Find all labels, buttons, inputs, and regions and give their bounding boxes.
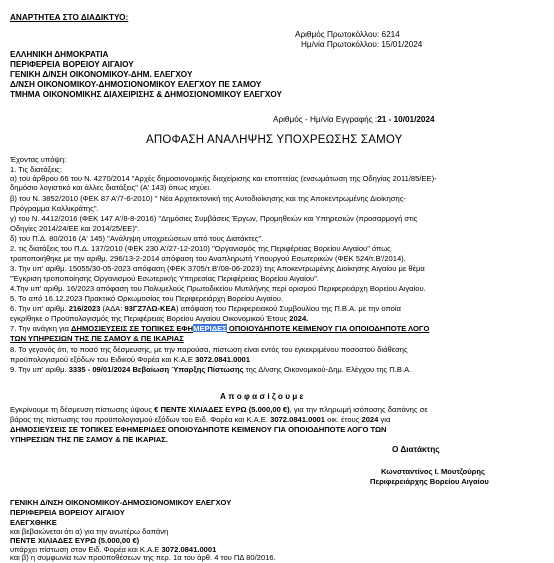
considering-line-8b: [10, 355, 250, 365]
kae-code: 3072.0841.0001: [195, 355, 250, 364]
text: υπάρχει πίστωση στον Ειδ. Φορέα και Κ.Α.Ε: [10, 545, 162, 554]
issuer-line: ΠΕΡΙΦΕΡΕΙΑ ΒΟΡΕΙΟΥ ΑΙΓΑΙΟΥ: [10, 60, 134, 69]
credit-certificate: 3335 - 09/01/2024 Βεβαίωση Ύπαρξης Πίστωσης: [68, 365, 244, 374]
considering-line: δημόσιο λογιστικό και άλλες διατάξεις" (Α' 143) όπως ισχύει.: [10, 183, 212, 192]
considering-line-8: 8. Το γεγονός ότι, το ποσό της δέσμευσης, με την παρούσα, πίστωση είναι εντός του εγκεκριμένου ποσοστού διάθεσης: [10, 345, 408, 354]
signatory-name: Κωνσταντίνος Ι. Μουτζούρης: [381, 467, 485, 476]
considering-line: 2. τις διατάξεις του Π.Δ. 137/2010 (ΦΕΚ 230 Α'/27-12-2010) "Οργανισμός της Περιφέρειας Βορείου Αιγαίου" όπως: [10, 244, 391, 253]
considering-line-6: [10, 304, 401, 314]
considering-line-7: [10, 324, 429, 334]
registry-value: 21 - 10/01/2024: [377, 115, 435, 124]
considering-intro: Έχοντας υπόψη:: [10, 155, 67, 164]
issuer-line: ΓΕΝΙΚΗ Δ/ΝΣΗ ΟΙΚΟΝΟΜΙΚΟΥ-ΔΗΜ. ΕΛΕΓΧΟΥ: [10, 70, 193, 79]
text: Εγκρίνουμε τη δέσμευση πίστωσης ύψους: [10, 405, 155, 414]
signatory-title: Περιφερειάρχης Βορείου Αιγαίου: [370, 477, 489, 486]
text: , για την πληρωμή ισόποσης δαπάνης σε: [289, 405, 428, 414]
kae-code: 3072.0841.0001: [161, 545, 217, 554]
considering-line: Πρόγραμμα Καλλικράτης".: [10, 204, 99, 213]
considering-line-6b: [10, 314, 308, 324]
verification-confirm: και βεβαιώνεται ότι α) για την ανωτέρω δαπάνη: [10, 527, 169, 536]
considering-line: γ) του Ν. 4412/2016 (ΦΕΚ 147 Α'/8-8-2016) "Δημόσιες Συμβάσεις Έργων, Προμηθειών και Υπηρεσιών (προσαρμογή στις: [10, 214, 418, 223]
budget-year: 2024.: [289, 314, 309, 323]
considering-line: β) του Ν. 3852/2010 (ΦΕΚ 87 Α'/7-6-2010) " Νέα Αρχιτεκτονική της Αυτοδιοίκησης και της Αποκεντρωμένης Διοίκησης-: [10, 194, 406, 203]
decision-subject: ΥΠΗΡΕΣΙΩΝ ΤΗΣ ΠΕ ΣΑΜΟΥ & ΠΕ ΙΚΑΡΙΑΣ.: [10, 435, 168, 444]
considering-line: 4.Την υπ' αριθμ. 16/2023 απόφαση του Πολυμελούς Πρωτοδικείου Μυτιλήνης περί ορισμού Περιφερειάρχη Βορείου Αιγαίου.: [10, 284, 426, 293]
decision-subject: ΔΗΜΟΣΙΕΥΣΕΙΣ ΣΕ ΤΟΠΙΚΕΣ ΕΦΗΜΕΡΙΔΕΣ ΟΠΟΙΟΥΔΗΠΟΤΕ ΚΕΙΜΕΝΟΥ ΓΙΑ ΟΠΟΙΟΔΗΠΟΤΕ ΛΟΓΟ ΤΩΝ: [10, 425, 387, 434]
amount: € ΠΕΝΤΕ ΧΙΛΙΑΔΕΣ ΕΥΡΩ (5.000,00 €): [154, 405, 290, 414]
considering-line-9: [10, 365, 411, 375]
decision-number: 216/2023: [68, 304, 101, 313]
document-title: ΑΠΟΦΑΣΗ ΑΝΑΛΗΨΗΣ ΥΠΟΧΡΕΩΣΗΣ ΣΑΜΟΥ: [146, 134, 403, 146]
considering-line: δ) του Π.Δ. 80/2016 (Α' 145) "Ανάληψη υποχρεώσεων από τους Διατάκτες".: [10, 234, 264, 243]
year: 2024: [361, 415, 379, 424]
ada-code: 93ΓΖ7ΛΩ-ΚΕΑ: [124, 304, 177, 313]
text: (ΑΔΑ:: [100, 304, 125, 313]
considering-line-7b: ΤΩΝ ΥΠΗΡΕΣΙΩΝ ΤΗΣ ΠΕ ΣΑΜΟΥ & ΠΕ ΙΚΑΡΙΑΣ: [10, 334, 184, 343]
text: οικ. έτους: [325, 415, 362, 424]
text: βάρος της πίστωσης του προϋπολογισμού εξόδων του Ειδ. Φορέα και Κ.Α.Ε.: [10, 415, 271, 424]
decision-line: [10, 405, 428, 415]
considering-line: 1. Τις διατάξεις:: [10, 165, 62, 174]
verification-line: ΠΕΡΙΦΕΡΕΙΑ ΒΟΡΕΙΟΥ ΑΙΓΑΙΟΥ: [10, 508, 125, 517]
kae-code: 3072.0841.0001: [270, 415, 325, 424]
considering-line: α) του άρθρου 66 του Ν. 4270/2014 "Αρχές δημοσιονομικής διαχείρισης και εποπτείας (ενσωμάτωση της Οδηγίας 2011/85/ΕΕ)-: [10, 174, 437, 183]
considering-line: "Έγκριση τροποποίησης Οργανισμού Εσωτερικής Υπηρεσίας Περιφέρειας Βορείου Αιγαίου".: [10, 274, 320, 283]
text: της Δ/νσης Οικονομικού-Δημ. Ελέγχου της Π.Β.Α.: [243, 365, 412, 374]
subject-bold: ΔΗΜΟΣΙΕΥΣΕΙΣ ΣΕ ΤΟΠΙΚΕΣ ΕΦΗ: [71, 324, 194, 333]
signatory-role: Ο Διατάκτης: [392, 445, 440, 454]
text: 9. Την υπ' αριθμ.: [10, 365, 69, 374]
considering-line: 5. Το από 16.12.2023 Πρακτικό Ορκωμοσίας του Περιφερειάρχη Βορείου Αιγαίου.: [10, 294, 284, 303]
protocol-date: Ημ/νία Πρωτοκόλλου: 15/01/2024: [301, 40, 423, 49]
text: 6. Την υπ' αριθμ.: [10, 304, 69, 313]
text: 7. Την ανάγκη για: [10, 324, 72, 333]
registry-line: [273, 115, 435, 125]
decision-line: [10, 415, 390, 425]
registry-label: Αριθμός - Ημ/νία Εγγραφής :: [273, 115, 378, 124]
text: για: [378, 415, 391, 424]
decision-heading: Α π ο φ α σ ί ζ ο υ μ ε: [220, 392, 304, 401]
posting-label: ΑΝΑΡΤΗΤΕΑ ΣΤΟ ΔΙΑΔΙΚΤΥΟ:: [10, 13, 129, 22]
issuer-line: ΕΛΛΗΝΙΚΗ ΔΗΜΟΚΡΑΤΙΑ: [10, 50, 109, 59]
text: εγκρίθηκε ο Προϋπολογισμός της Περιφέρειας Βορείου Αιγαίου Οικονομικού Έτους: [10, 314, 290, 323]
selected-text[interactable]: ΜΕΡΙΔΕΣ: [193, 324, 227, 333]
verification-line: ΓΕΝΙΚΗ Δ/ΝΣΗ ΟΙΚΟΝΟΜΙΚΟΥ-ΔΗΜΟΣΙΟΝΟΜΙΚΟΥ ΕΛΕΓΧΟΥ: [10, 498, 232, 507]
subject-bold: ΟΠΟΙΟΥΔΗΠΟΤΕ ΚΕΙΜΕΝΟΥ ΓΙΑ ΟΠΟΙΟΔΗΠΟΤΕ ΛΟΓΟ: [226, 324, 430, 333]
considering-line: 3. Την υπ' αριθμ. 15055/30-05-2023 απόφαση (ΦΕΚ 3705/τ.Β'/08-06-2023) της Αποκεντρωμένης Διοίκησης Αιγαίου με θέμα: [10, 264, 425, 273]
verification-amount: ΠΕΝΤΕ ΧΙΛΙΑΔΕΣ ΕΥΡΩ (5.000,00 €): [10, 536, 140, 545]
issuer-line: Δ/ΝΣΗ ΟΙΚΟΝΟΜΙΚΟΥ-ΔΗΜΟΣΙΟΝΟΜΙΚΟΥ ΕΛΕΓΧΟΥ ΠΕ ΣΑΜΟΥ: [10, 80, 262, 89]
considering-line: Οδηγίες 2014/24/ΕΕ και 2014/25/ΕΕ)".: [10, 224, 140, 233]
issuer-line: ΤΜΗΜΑ ΟΙΚΟΝΟΜΙΚΗΣ ΔΙΑΧΕΙΡΙΣΗΣ & ΔΗΜΟΣΙΟΝΟΜΙΚΟΥ ΕΛΕΓΧΟΥ: [10, 90, 282, 99]
protocol-number: Αριθμός Πρωτοκόλλου: 6214: [295, 30, 400, 39]
text: ) απόφαση του Περιφερειακού Συμβουλίου της Π.Β.Α. με την οποία: [176, 304, 401, 313]
verification-last: και β) η συμφωνία των προϋποθέσεων της περ. 1α του άρθ. 4 του ΠΔ 80/2016.: [10, 553, 276, 562]
text: προϋπολογισμού εξόδων του Ειδικού Φορέα και Κ.Α.Ε: [10, 355, 196, 364]
considering-line: τροποποιήθηκε με την αριθμ. 296/13-2-2014 απόφαση του Αναπληρωτή Υπουργού Εσωτερικών (ΦΕΚ 524/τ.Β'/2014).: [10, 254, 406, 263]
verification-line: ΕΛΕΓΧΘΗΚΕ: [10, 518, 57, 527]
